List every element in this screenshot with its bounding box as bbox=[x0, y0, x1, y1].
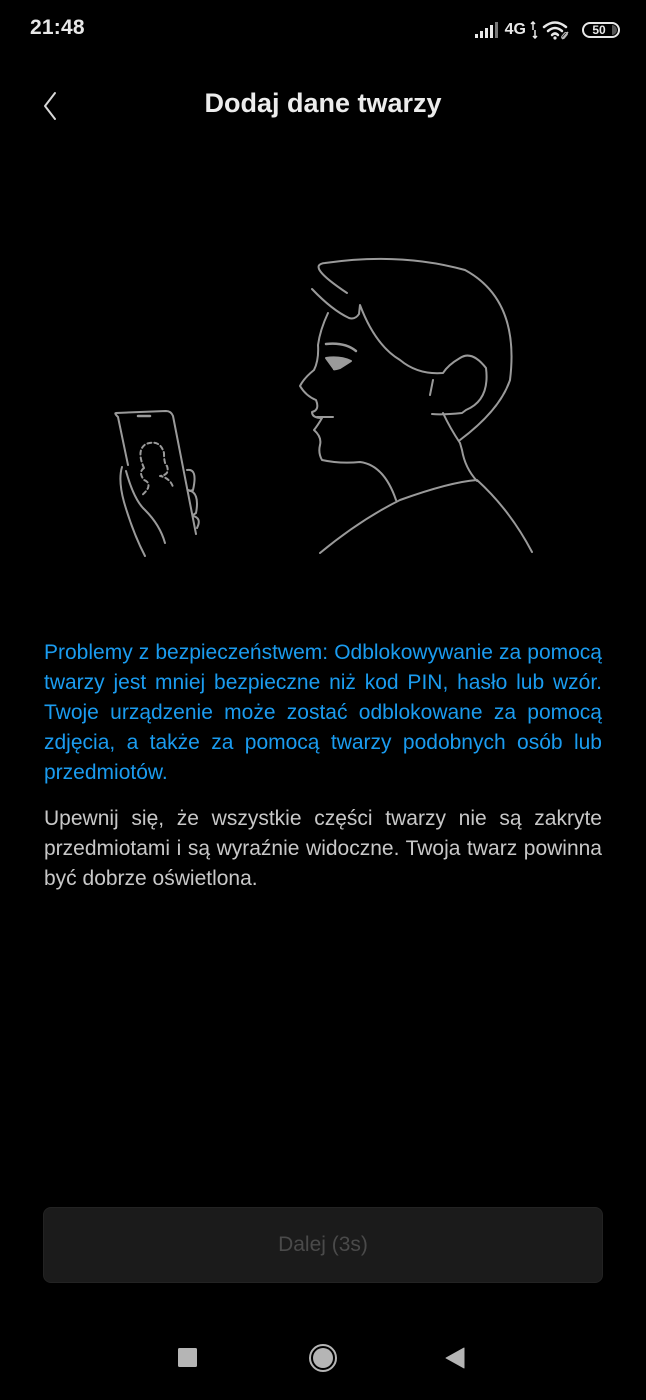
page-title: Dodaj dane twarzy bbox=[204, 88, 442, 118]
4g-data-icon: 4G bbox=[504, 21, 526, 38]
triangle-back-icon bbox=[444, 1346, 466, 1370]
content bbox=[44, 638, 602, 894]
battery-icon bbox=[582, 22, 620, 38]
dashed-face-icon bbox=[140, 443, 173, 495]
signal-icon bbox=[475, 22, 498, 38]
hair-outline bbox=[319, 259, 512, 440]
status-icons bbox=[475, 18, 620, 42]
data-arrows-icon bbox=[530, 21, 538, 39]
circle-home-icon bbox=[308, 1343, 338, 1373]
wifi-icon bbox=[542, 20, 570, 40]
info-text: Upewnij się, że wszystkie części twarzy nie są zakryte przedmiotami i są wyraźnie widoczne. Twoja twarz powinna być dobrze oświetlona. bbox=[44, 807, 602, 890]
face-unlock-illustration bbox=[100, 250, 550, 570]
square-recents-icon bbox=[177, 1347, 199, 1369]
status-bar bbox=[0, 0, 646, 60]
face-profile bbox=[300, 313, 396, 500]
battery-level: 50 bbox=[592, 23, 606, 37]
hand-outline bbox=[120, 467, 165, 556]
home-button[interactable] bbox=[303, 1338, 343, 1378]
status-time: 21:48 bbox=[30, 16, 85, 39]
header bbox=[0, 76, 646, 136]
security-warning-text: Problemy z bezpieczeństwem: Odblokowywanie za pomocą twarzy jest mniej bezpieczne niż kod PIN, hasło lub wzór. Twoje urządzenie może zostać odblokowane za pomocą zdjęcia, a także za pomocą twarzy podobnych osób lub przedmiotów. bbox=[44, 641, 602, 784]
next-button[interactable]: Dalej (3s) bbox=[43, 1207, 603, 1283]
nav-bar bbox=[0, 1320, 646, 1400]
nav-back-button[interactable] bbox=[435, 1338, 475, 1378]
recents-button[interactable] bbox=[168, 1338, 208, 1378]
